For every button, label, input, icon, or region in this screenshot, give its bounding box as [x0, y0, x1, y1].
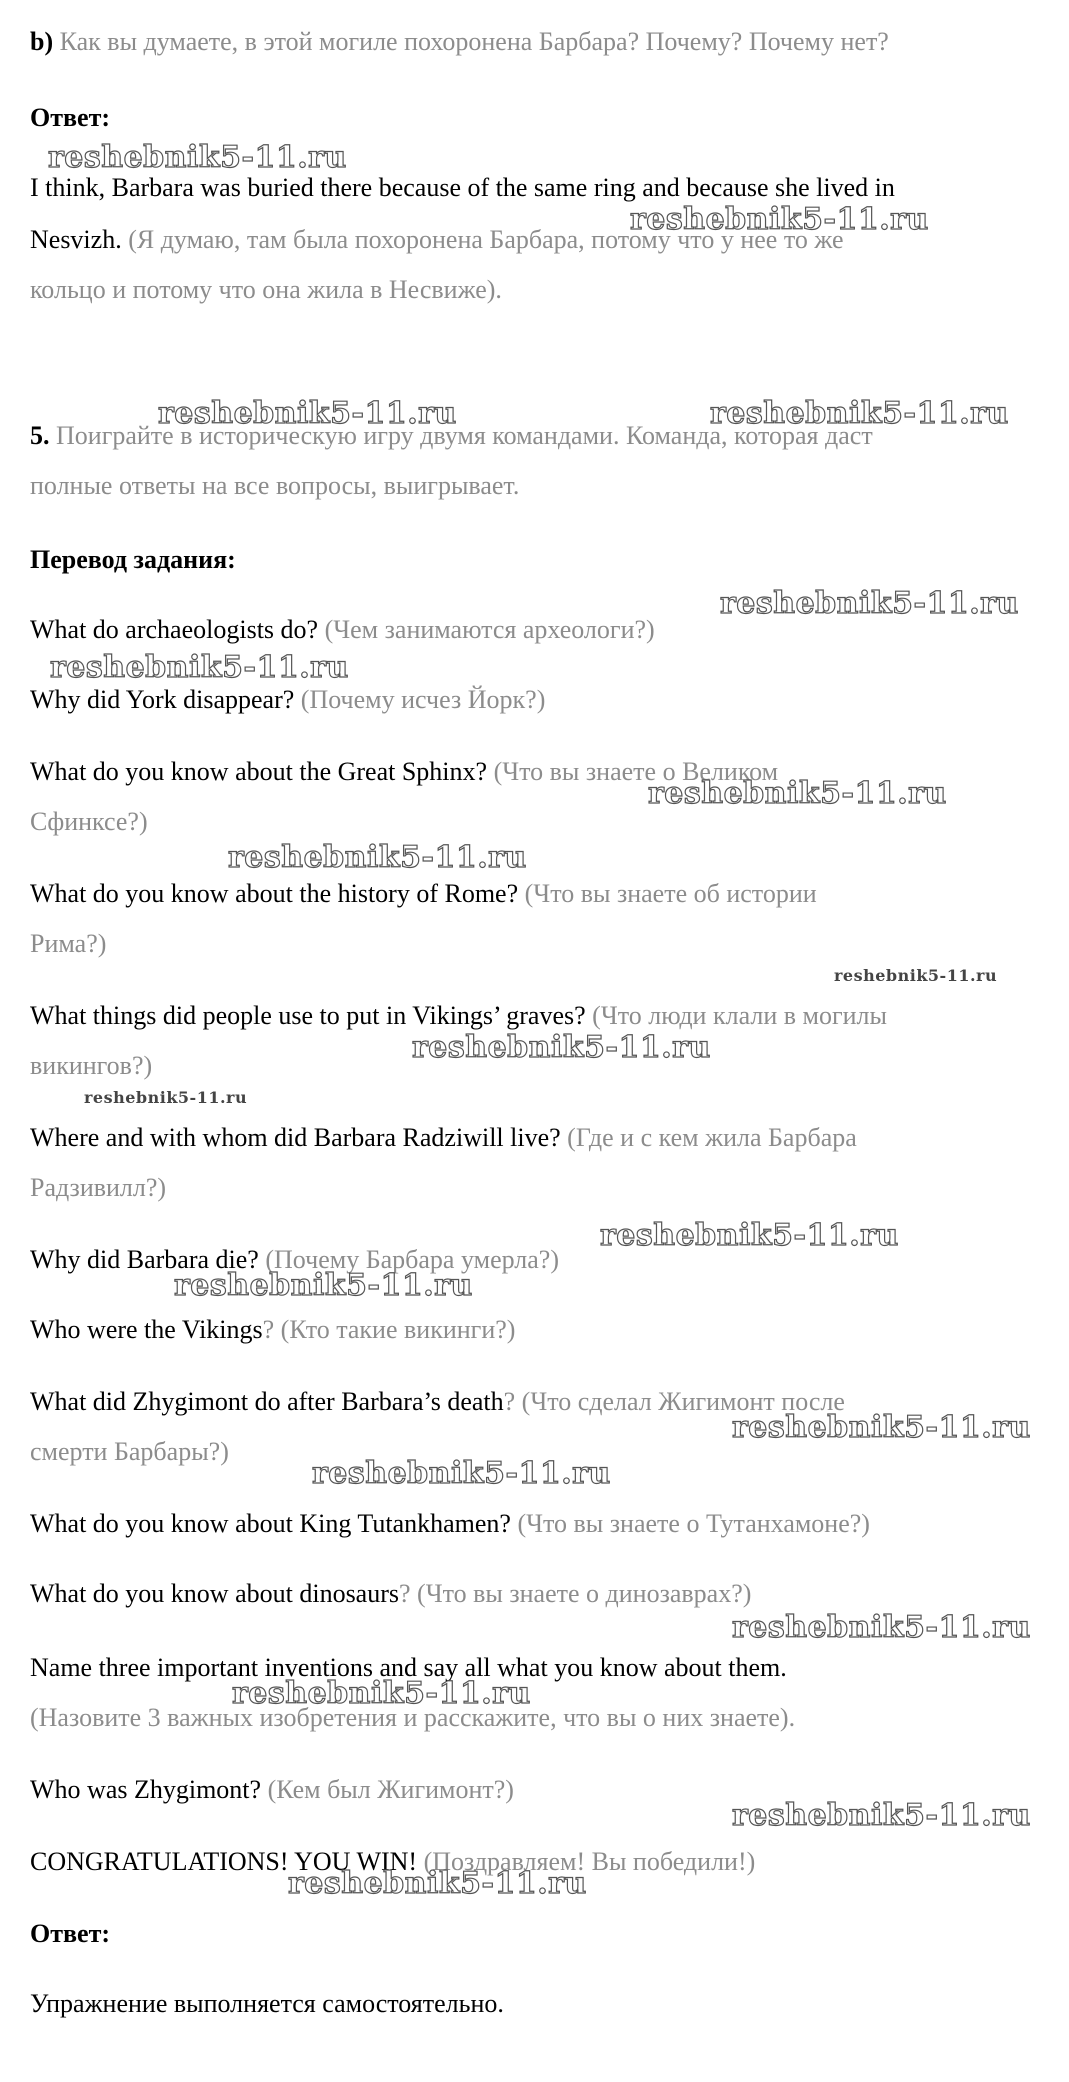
question-ru: (Почему исчез Йорк?): [300, 685, 546, 714]
watermark: reshebnik5-11.ru: [648, 776, 947, 811]
question-ru: (Чем занимаются археологи?): [324, 615, 655, 644]
question-en: What do you know about the history of Rome?: [30, 879, 525, 908]
question-ru: (Кем был Жигимонт?): [267, 1775, 514, 1804]
question-4: [30, 878, 817, 910]
question-8: [30, 1314, 515, 1346]
watermark: reshebnik5-11.ru: [84, 1088, 248, 1107]
question-5-cont: викингов?): [30, 1051, 153, 1080]
watermark: reshebnik5-11.ru: [174, 1268, 473, 1303]
question-marker: b): [30, 27, 54, 56]
final-answer-text: Упражнение выполняется самостоятельно.: [30, 1989, 504, 2018]
question-12-cont: (Назовите 3 важных изобретения и расскажите, что вы о них знаете).: [30, 1703, 796, 1732]
question-12: Name three important inventions and say all what you know about them.: [30, 1653, 787, 1682]
question-b: [30, 26, 889, 58]
question-ru: (Что вы знаете об истории: [524, 879, 817, 908]
question-en: Who were the Vikings: [30, 1315, 263, 1344]
question-en: What do you know about the Great Sphinx?: [30, 757, 494, 786]
watermark: reshebnik5-11.ru: [412, 1030, 711, 1065]
answer-en: Nesvizh.: [30, 225, 129, 254]
watermark: reshebnik5-11.ru: [48, 140, 347, 175]
answer-label: Ответ:: [30, 103, 111, 132]
question-9: [30, 1386, 845, 1418]
question-en: Where and with whom did Barbara Radziwill live?: [30, 1123, 568, 1152]
answer-line-1: I think, Barbara was buried there because of the same ring and because she lived in: [30, 173, 895, 202]
watermark: reshebnik5-11.ru: [732, 1798, 1031, 1833]
task-text: Поиграйте в историческую игру двумя командами. Команда, которая даст: [49, 421, 873, 450]
task-number: 5.: [30, 421, 50, 450]
question-en: What do you know about King Tutankhamen?: [30, 1509, 518, 1538]
question-13: [30, 1774, 514, 1806]
watermark: reshebnik5-11.ru: [158, 396, 457, 431]
question-ru: ? (Кто такие викинги?): [262, 1315, 516, 1344]
question-5: [30, 1000, 887, 1032]
question-6: [30, 1122, 857, 1154]
question-ru: (Поздравляем! Вы победили!): [423, 1847, 756, 1876]
watermark: reshebnik5-11.ru: [50, 650, 349, 685]
watermark: reshebnik5-11.ru: [600, 1218, 899, 1253]
question-ru: (Почему Барбара умерла?): [265, 1245, 559, 1274]
question-4-cont: Рима?): [30, 929, 107, 958]
watermark: reshebnik5-11.ru: [732, 1410, 1031, 1445]
question-en: What things did people use to put in Vikings’ graves?: [30, 1001, 593, 1030]
watermark: reshebnik5-11.ru: [710, 396, 1009, 431]
question-11: [30, 1578, 751, 1610]
question-en: CONGRATULATIONS! YOU WIN!: [30, 1847, 424, 1876]
question-en: What did Zhygimont do after Barbara’s death: [30, 1387, 504, 1416]
question-2: [30, 684, 545, 716]
question-ru: ? (Что вы знаете о динозаврах?): [399, 1579, 752, 1608]
question-ru: (Что вы знаете о Тутанхамоне?): [517, 1509, 870, 1538]
watermark: reshebnik5-11.ru: [232, 1676, 531, 1711]
question-en: Who was Zhygimont?: [30, 1775, 268, 1804]
question-ru: (Где и с кем жила Барбара: [567, 1123, 857, 1152]
question-9-cont: смерти Барбары?): [30, 1437, 229, 1466]
watermark: reshebnik5-11.ru: [228, 840, 527, 875]
watermark: reshebnik5-11.ru: [732, 1610, 1031, 1645]
watermark: reshebnik5-11.ru: [312, 1456, 611, 1491]
question-ru: (Что вы знаете о Великом: [493, 757, 779, 786]
answer-line-3: кольцо и потому что она жила в Несвиже).: [30, 275, 502, 304]
question-6-cont: Радзивилл?): [30, 1173, 167, 1202]
watermark: reshebnik5-11.ru: [720, 586, 1019, 621]
answer-ru: (Я думаю, там была похоронена Барбара, потому что у нее то же: [128, 225, 844, 254]
question-en: What do you know about dinosaurs: [30, 1579, 400, 1608]
question-1: [30, 614, 655, 646]
question-en: Why did Barbara die?: [30, 1245, 266, 1274]
final-answer-label: Ответ:: [30, 1919, 111, 1948]
question-ru: (Что люди клали в могилы: [592, 1001, 887, 1030]
question-en: Why did York disappear?: [30, 685, 301, 714]
question-10: [30, 1508, 870, 1540]
watermark: reshebnik5-11.ru: [630, 202, 929, 237]
question-ru: ? (Что сделал Жигимонт после: [503, 1387, 845, 1416]
task-text-2: полные ответы на все вопросы, выигрывает.: [30, 471, 520, 500]
watermark: reshebnik5-11.ru: [288, 1866, 587, 1901]
question-text: Как вы думаете, в этой могиле похоронена Барбара? Почему? Почему нет?: [53, 27, 889, 56]
translation-label: Перевод задания:: [30, 545, 236, 574]
question-en: What do archaeologists do?: [30, 615, 325, 644]
watermark: reshebnik5-11.ru: [834, 966, 998, 985]
question-3-cont: Сфинксе?): [30, 807, 148, 836]
